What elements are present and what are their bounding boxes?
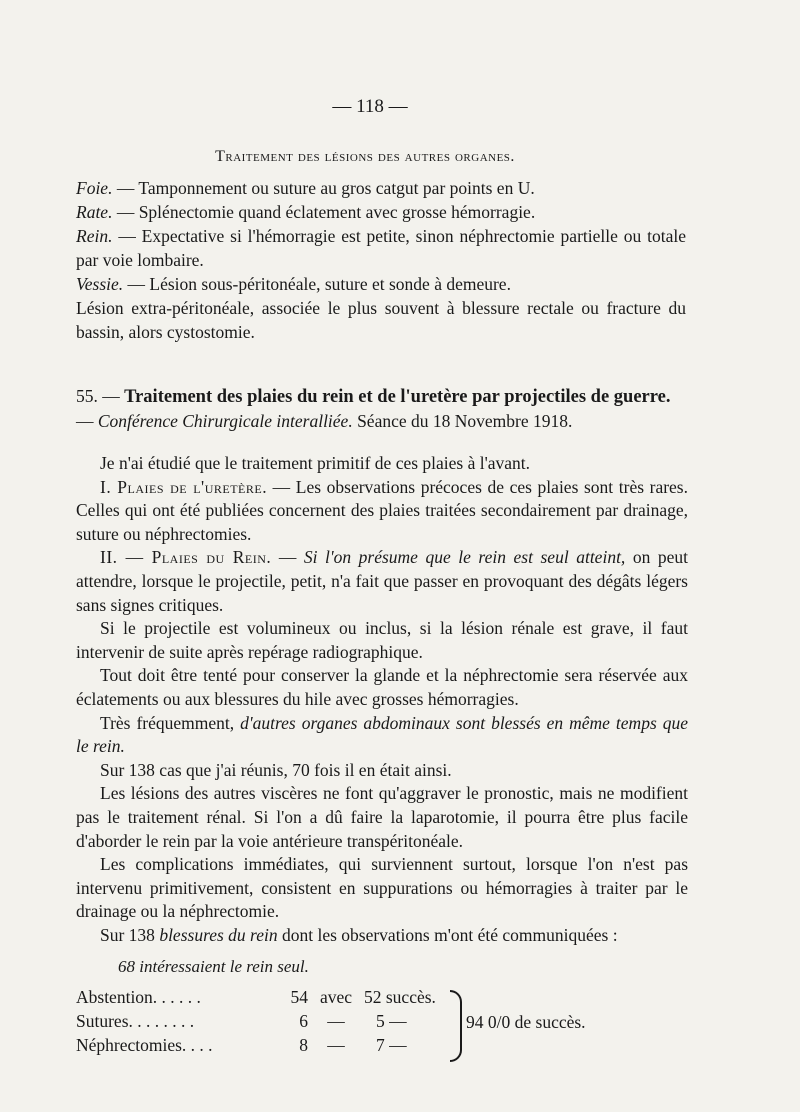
paragraph: Sur 138 cas que j'ai réunis, 70 fois il en était ainsi.	[100, 759, 452, 780]
organ-treatments	[76, 176, 686, 344]
organ-rate: Rate. — Splénectomie quand éclatement avec grosse hémorragie.	[76, 202, 536, 222]
item-number: 55. —	[76, 386, 120, 406]
paragraph: Sur 138 blessures du rein dont les observations m'ont été communiquées :	[100, 924, 618, 945]
section-title: Traitement des lésions des autres organes.	[215, 148, 515, 165]
brace	[450, 990, 462, 1062]
organ-foie: Foie. — Tamponnement ou suture au gros catgut par points en U.	[76, 178, 535, 198]
organ-rein: Rein. — Expectative si l'hémorragie est petite, sinon néphrectomie partielle ou totale par voie lombaire.	[76, 226, 686, 270]
seance-date: Séance du 18 Novembre 1918.	[352, 411, 573, 431]
results-table	[76, 985, 442, 1057]
note-kidney-only: 68 intéressaient le rein seul.	[118, 957, 309, 976]
paragraph: Les lésions des autres viscères ne font qu'aggraver le pronostic, mais ne modifient pas le traitement rénal. Si l'on a dû faire la laparotomie, il pourra être plus facile d'aborder le rein par la voie antérieure transpéritonéale.	[76, 783, 688, 851]
paragraph: Si le projectile est volumineux ou inclus, si la lésion rénale est grave, il faut intervenir de suite après repérage radiographique.	[76, 618, 688, 662]
paragraph: Très fréquemment, d'autres organes abdominaux sont blessés en même temps que le rein.	[76, 712, 688, 757]
organ-vessie: Vessie. — Lésion sous-péritonéale, suture et sonde à demeure.	[76, 274, 511, 294]
table-row: Néphrectomies. . . . 8 — 7 —	[76, 1034, 407, 1055]
paragraph: Tout doit être tenté pour conserver la glande et la néphrectomie sera réservée aux éclatements ou aux blessures du hile avec grosses hémorragies.	[76, 665, 688, 709]
item-55-heading: 55. — Traitement des plaies du rein et de l'uretère par projectiles de guerre. — Conférence Chirurgicale interalliée. Séance du 18 Novembre 1918.	[76, 386, 671, 431]
paragraph: I. Plaies de l'uretère. — Les observations précoces de ces plaies sont très rares. Celles qui ont été publiées concernent des plaies traitées secondairement par drainage, suture ou néphrectomies.	[76, 476, 688, 544]
success-summary: 94 0/0 de succès.	[466, 1012, 586, 1032]
table-row: Sutures. . . . . . . . 6 — 5 —	[76, 1010, 407, 1031]
item-title: Traitement des plaies du rein et de l'uretère par projectiles de guerre.	[124, 387, 671, 407]
extra-lesion: Lésion extra-péritonéale, associée le plus souvent à blessure rectale ou fracture du bassin, alors cystostomie.	[76, 298, 686, 342]
paragraph: Les complications immédiates, qui surviennent surtout, lorsque l'on n'est pas intervenu primitivement, consistent en suppurations ou hémorragies à traiter par le drainage ou la néphrectomie.	[76, 854, 688, 922]
body-text	[76, 452, 688, 947]
paragraph: II. — Plaies du Rein. — Si l'on présume que le rein est seul atteint, on peut attendre, lorsque le projectile, petit, n'a fait que passer en provoquant des dégâts légers sans signes critiques.	[76, 547, 689, 615]
conference-name: Conférence Chirurgicale interalliée.	[97, 411, 353, 431]
page-number: — 118 —	[332, 96, 408, 117]
table-row: Abstention. . . . . . 54 avec 52 succès.	[76, 986, 436, 1007]
paragraph: Je n'ai étudié que le traitement primitif de ces plaies à l'avant.	[100, 453, 531, 473]
